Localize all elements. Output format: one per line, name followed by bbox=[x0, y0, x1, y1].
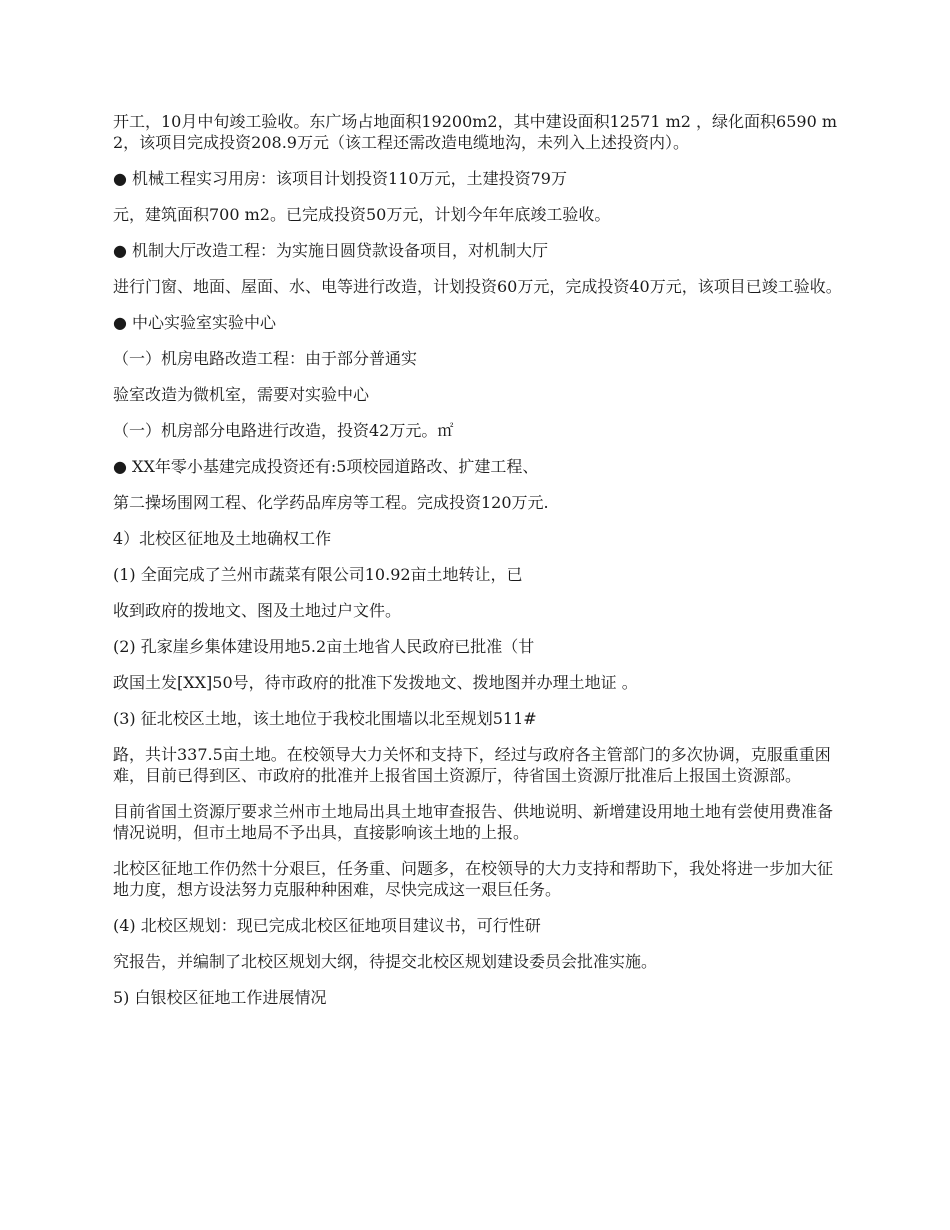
paragraph-mechanical-training-building: ● 机械工程实习用房：该项目计划投资110万元，土建投资79万 bbox=[113, 169, 567, 188]
paragraph-mechanical-training-building-cont: 元，建筑面积700 m2。已完成投资50万元，计划今年年底竣工验收。 bbox=[113, 205, 611, 224]
paragraph-minor-construction-cont: 第二操场围网工程、化学药品库房等工程。完成投资120万元. bbox=[113, 493, 549, 512]
paragraph-lab-conversion: 验室改造为微机室，需要对实验中心 bbox=[113, 385, 370, 404]
paragraph-item-4-cont: 究报告，并编制了北校区规划大纲，待提交北校区规划建设委员会批准实施。 bbox=[113, 952, 658, 971]
paragraph-item-3-cont: 路，共计337.5亩土地。在校领导大力关怀和支持下，经过与政府各主管部门的多次协调，克服重重困难，目前已得到区、市政府的批准并上报省国土资源厅，待省国土资源厅批准后上报国土资源部。 bbox=[113, 745, 831, 785]
paragraph-item-1: (1) 全面完成了兰州市蔬菜有限公司10.92亩土地转让，已 bbox=[113, 565, 523, 584]
paragraph-land-bureau-requirement: 目前省国土资源厅要求兰州市土地局出具土地审查报告、供地说明、新增建设用地土地有尝使用费准备情况说明，但市土地局不予出具，直接影响该土地的上报。 bbox=[113, 802, 834, 842]
paragraph-machine-hall-renovation-cont: 进行门窗、地面、屋面、水、电等进行改造，计划投资60万元，完成投资40万元，该项目已竣工验收。 bbox=[113, 277, 842, 296]
paragraph-item-4: (4) 北校区规划：现已完成北校区征地项目建议书，可行性研 bbox=[113, 916, 541, 935]
paragraph-central-lab: ● 中心实验室实验中心 bbox=[113, 313, 277, 332]
paragraph-machine-room-circuit: （一）机房电路改造工程：由于部分普通实 bbox=[113, 349, 418, 368]
paragraph-minor-construction: ● XX年零小基建完成投资还有:5项校园道路改、扩建工程、 bbox=[113, 457, 539, 476]
paragraph-item-2: (2) 孔家崖乡集体建设用地5.2亩土地省人民政府已批准（甘 bbox=[113, 637, 535, 656]
paragraph-item-2-cont: 政国土发[XX]50号，待市政府的批准下发拨地文、拨地图并办理土地证 。 bbox=[113, 673, 638, 692]
paragraph-land-acquisition-difficulty: 北校区征地工作仍然十分艰巨，任务重、问题多，在校领导的大力支持和帮助下，我处将进一步加大征地力度，想方设法努力克服种种困难，尽快完成这一艰巨任务。 bbox=[113, 859, 834, 899]
paragraph-east-square: 开工，10月中旬竣工验收。东广场占地面积19200m2，其中建设面积12571 m2 ，绿化面积6590 m2，该项目完成投资208.9万元（该工程还需改造电缆地沟，未列入上述投资内）。 bbox=[113, 112, 838, 152]
paragraph-item-3: (3) 征北校区土地，该土地位于我校北围墙以北至规划511# bbox=[113, 709, 537, 728]
paragraph-machine-hall-renovation: ● 机制大厅改造工程：为实施日圆贷款设备项目，对机制大厅 bbox=[113, 241, 549, 260]
document-body bbox=[113, 111, 843, 1023]
section-heading-baiyin-campus: 5) 白银校区征地工作进展情况 bbox=[113, 988, 327, 1007]
paragraph-circuit-investment: （一）机房部分电路进行改造，投资42万元。㎡ bbox=[113, 421, 454, 440]
paragraph-item-1-cont: 收到政府的拨地文、图及土地过户文件。 bbox=[113, 601, 402, 620]
section-heading-north-campus-land: 4）北校区征地及土地确权工作 bbox=[113, 529, 332, 548]
